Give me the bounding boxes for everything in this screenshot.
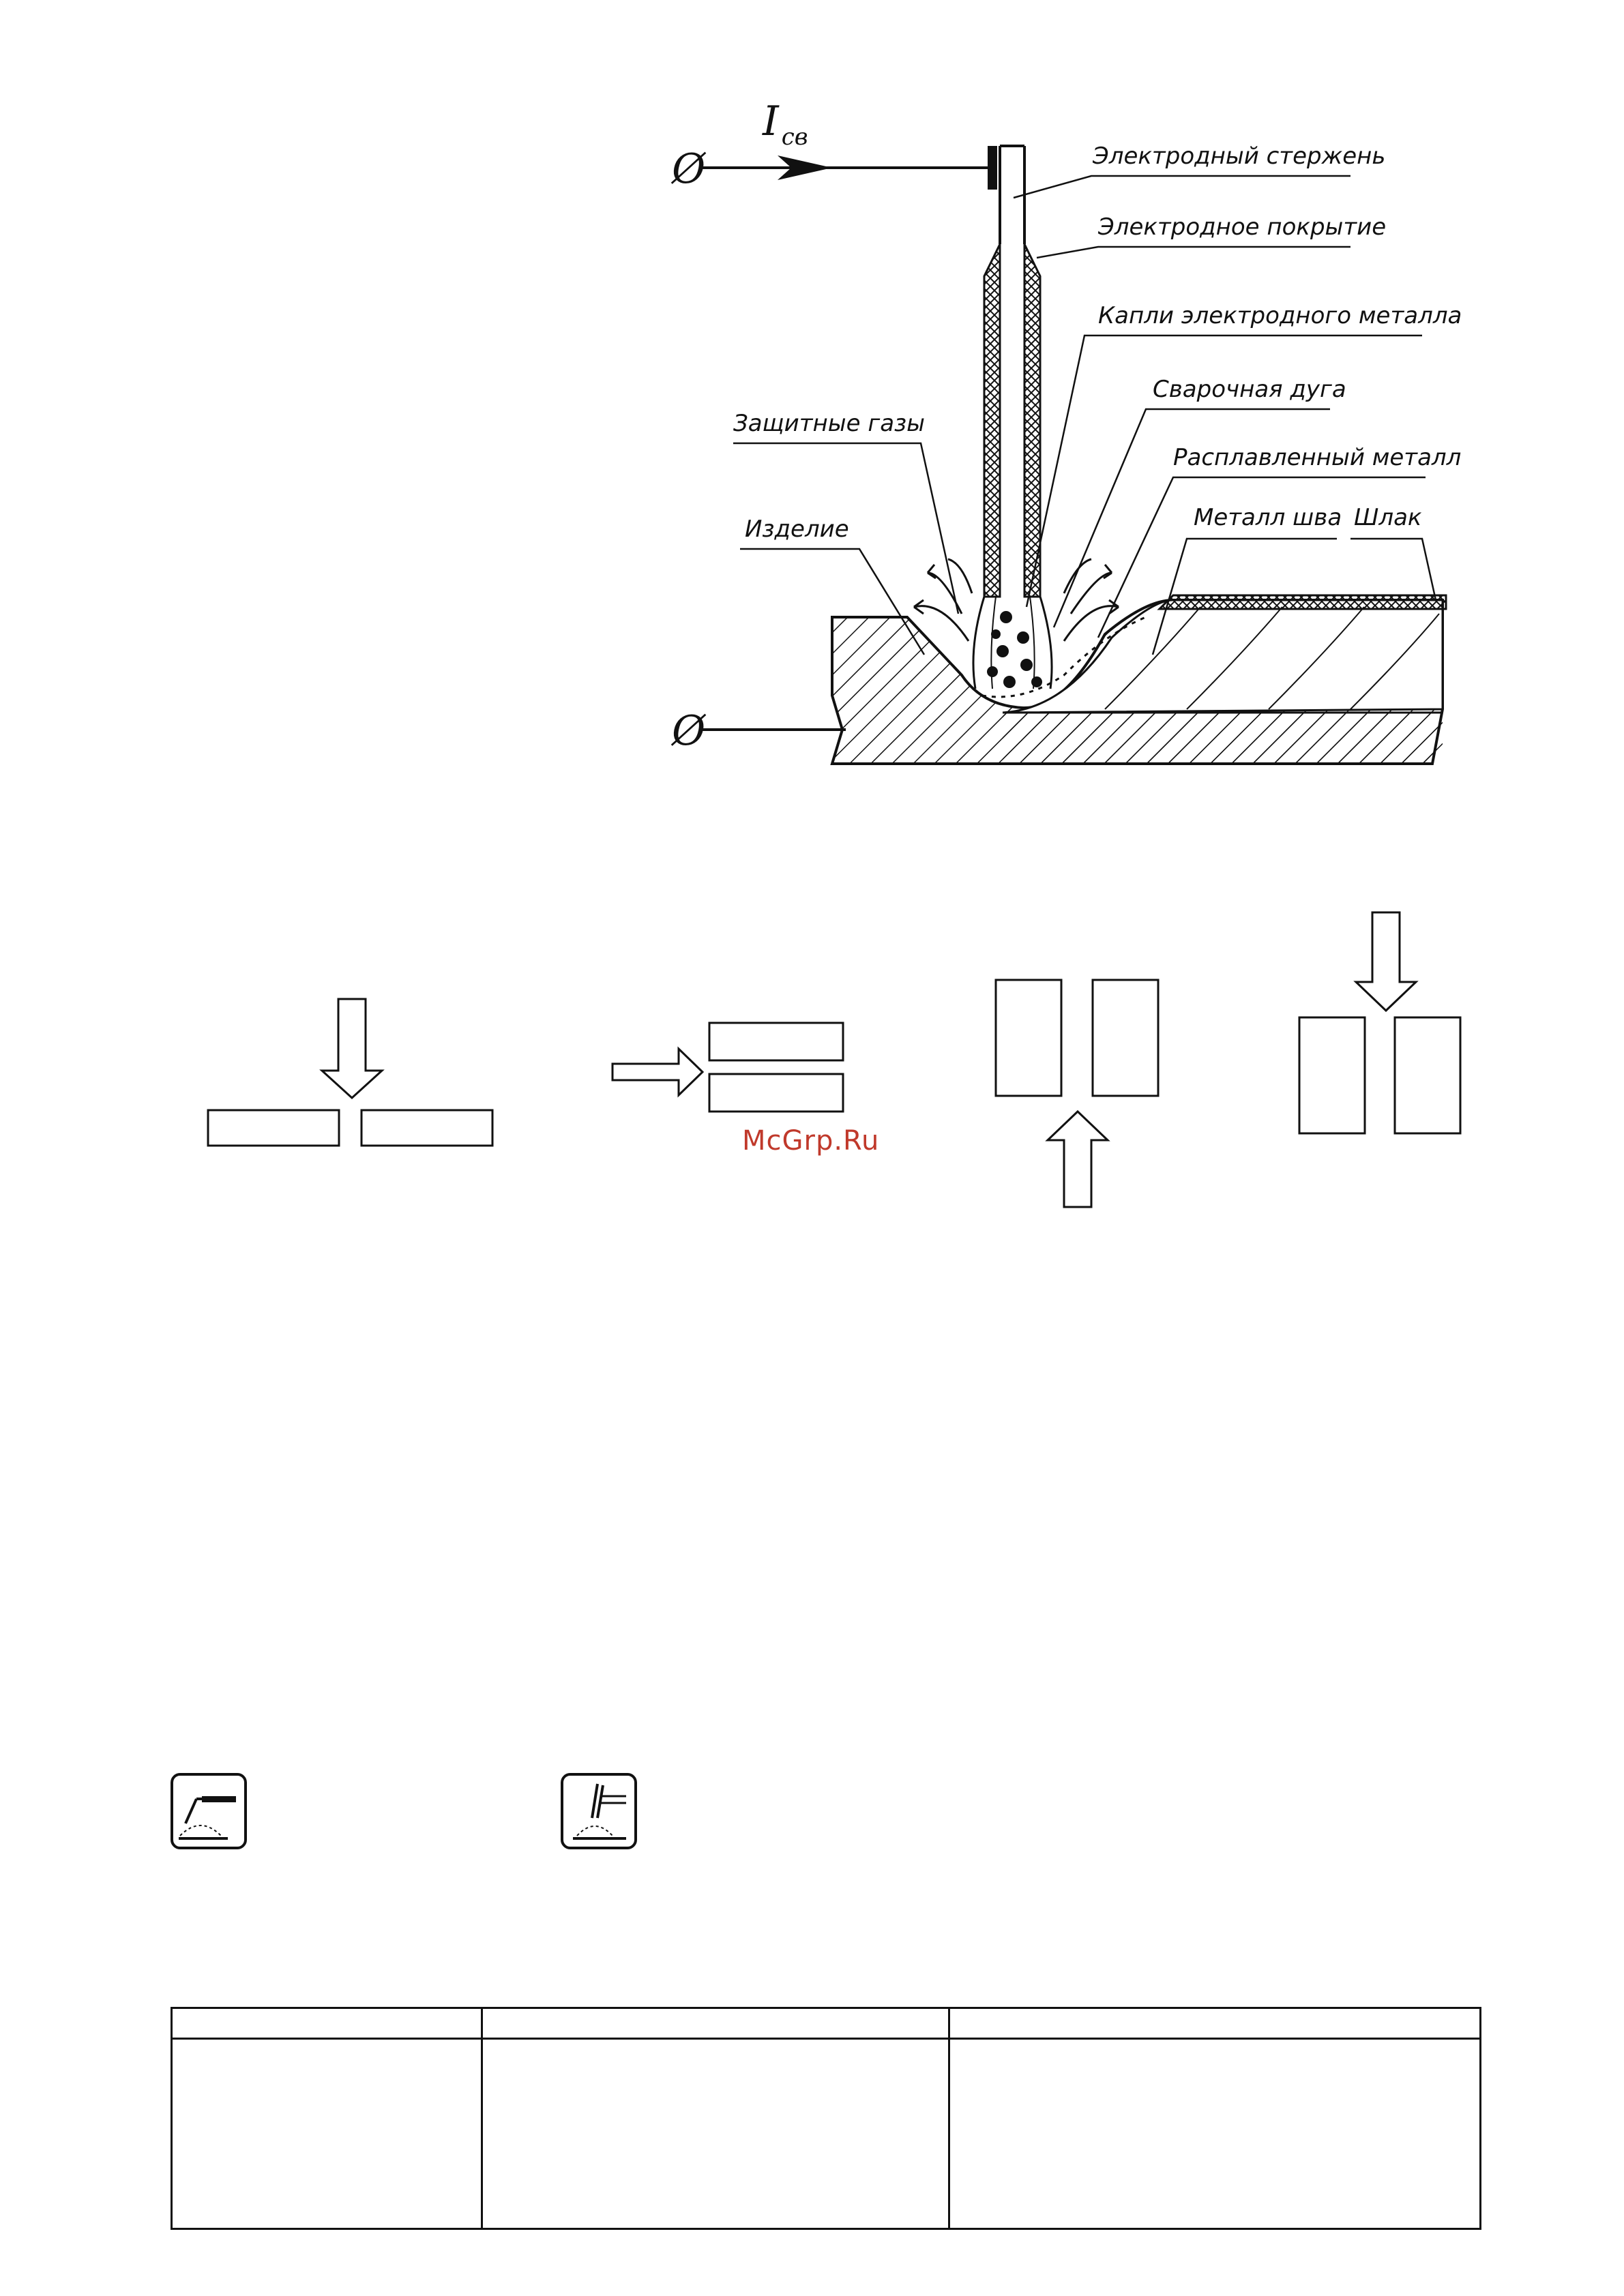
position-overhead bbox=[996, 980, 1158, 1207]
table-row bbox=[172, 2039, 1481, 2229]
label-workpiece: Изделие bbox=[745, 516, 849, 543]
current-return-wire bbox=[670, 707, 846, 755]
table-header-row bbox=[172, 2008, 1481, 2039]
welding-arc bbox=[973, 597, 1052, 689]
current-input-wire bbox=[670, 98, 997, 193]
table-cell bbox=[949, 2039, 1481, 2229]
workpiece bbox=[832, 595, 1446, 764]
tig-welding-icon bbox=[561, 1773, 637, 1849]
watermark: McGrp.Ru bbox=[742, 1125, 880, 1157]
blank-table bbox=[171, 2007, 1481, 2230]
terminal-symbol-bottom: Ø bbox=[672, 707, 706, 755]
terminal-symbol-top: Ø bbox=[672, 145, 706, 193]
mma-welding-icon bbox=[171, 1773, 247, 1849]
welding-process-diagram bbox=[0, 0, 1624, 818]
welding-positions-diagram bbox=[0, 886, 1624, 1241]
table-cell bbox=[172, 2039, 482, 2229]
table-header-cell bbox=[172, 2008, 482, 2039]
position-flat bbox=[208, 999, 492, 1146]
label-electrode-metal-drops: Капли электродного металла bbox=[1098, 302, 1462, 329]
shielding-gas-arrows bbox=[914, 559, 1119, 641]
position-horizontal bbox=[612, 1023, 843, 1112]
label-electrode-rod: Электродный стержень bbox=[1093, 143, 1386, 170]
electrode bbox=[984, 146, 1040, 597]
position-vertical bbox=[1299, 912, 1460, 1133]
label-weld-metal: Металл шва bbox=[1194, 504, 1342, 531]
label-molten-metal: Расплавленный металл bbox=[1173, 444, 1462, 471]
label-slag: Шлак bbox=[1354, 504, 1422, 531]
current-label: I $_{св}$ bbox=[763, 98, 808, 151]
label-electrode-coating: Электродное покрытие bbox=[1098, 213, 1387, 241]
label-shielding-gases: Защитные газы bbox=[733, 410, 925, 437]
table-cell bbox=[482, 2039, 949, 2229]
label-welding-arc: Сварочная дуга bbox=[1153, 376, 1346, 403]
table-header-cell bbox=[949, 2008, 1481, 2039]
table-header-cell bbox=[482, 2008, 949, 2039]
